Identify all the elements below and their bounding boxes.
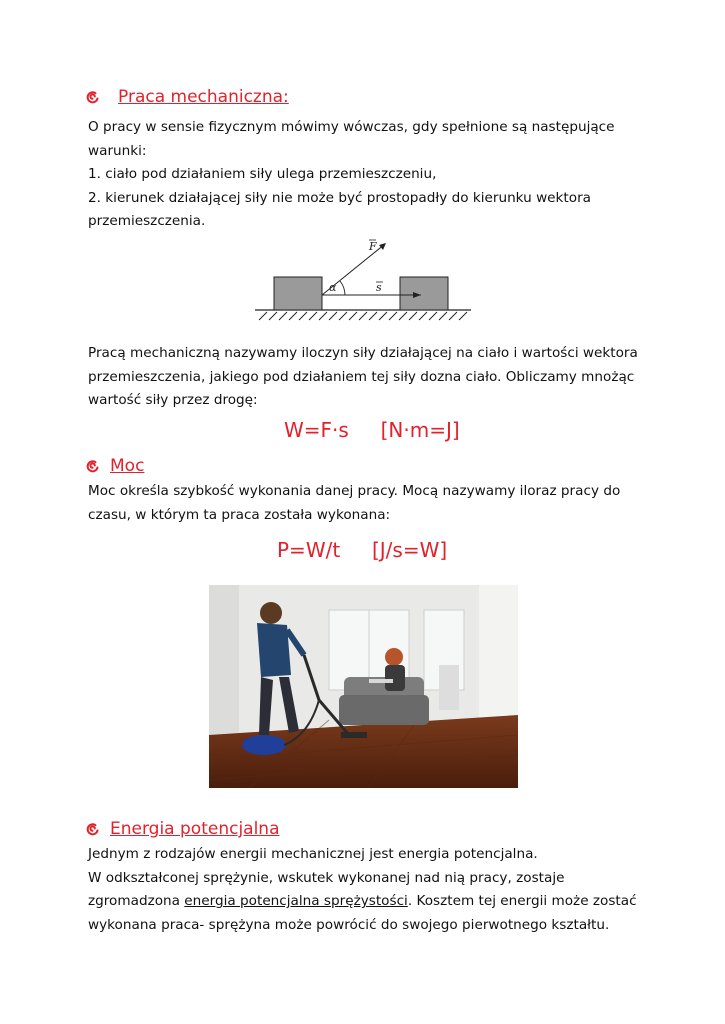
section-heading-energia: [86, 819, 280, 839]
work-formula: W=F·s [N·m=J]: [284, 418, 460, 442]
text-line: czasu, w którym ta praca została wykonana:: [88, 506, 391, 523]
block-end: [400, 277, 448, 310]
section-title: Praca mechaniczna:: [118, 87, 289, 107]
underlined-term: energia potencjalna sprężystości: [184, 893, 408, 909]
section-heading-moc: [86, 456, 144, 476]
spiral-bullet-icon: [86, 90, 100, 104]
text-line: O pracy w sensie fizycznym mówimy wówczas, gdy spełnione są następujące: [88, 119, 615, 135]
intro-paragraph: [88, 116, 648, 234]
text-line: warunki:: [88, 142, 147, 159]
text-prefix: zgromadzona: [88, 893, 185, 909]
definition-paragraph: [88, 342, 648, 413]
block-start: [274, 277, 322, 310]
text-line: wartość siły przez drogę:: [88, 392, 258, 408]
text-line: Jednym z rodzajów energii mechanicznej jest energia potencjalna.: [88, 846, 538, 862]
text-suffix: . Kosztem tej energii może zostać: [407, 893, 637, 909]
text-line: przemieszczenia.: [88, 213, 206, 229]
text-line: Moc określa szybkość wykonania danej pracy. Mocą nazywamy iloraz pracy do: [88, 483, 621, 499]
power-formula: P=W/t [J/s=W]: [277, 538, 448, 562]
force-label: F: [369, 240, 377, 253]
vacuuming-photo: [209, 585, 518, 788]
force-displacement-diagram: [255, 232, 471, 328]
text-line: [88, 890, 648, 914]
ground-hatching: [259, 312, 467, 320]
potential-energy-paragraph: [88, 843, 648, 937]
text-line: Pracą mechaniczną nazywamy iloczyn siły działającej na ciało i wartości wektora: [88, 345, 638, 361]
section-heading-praca: [86, 87, 289, 107]
power-paragraph: [88, 480, 648, 527]
angle-arc: [340, 281, 345, 295]
displacement-label: s: [376, 281, 382, 294]
angle-label: α: [329, 281, 337, 294]
text-line: 1. ciało pod działaniem siły ulega przemieszczeniu,: [88, 166, 437, 182]
text-line: wykonana praca- sprężyna może powrócić do swojego pierwotnego kształtu.: [88, 916, 610, 933]
section-title: Moc: [110, 456, 145, 476]
section-title: Energia potencjalna: [110, 819, 280, 839]
text-line: 2. kierunek działającej siły nie może być prostopadły do kierunku wektora: [88, 189, 591, 206]
spiral-bullet-icon: [86, 459, 100, 473]
text-line: W odkształconej sprężynie, wskutek wykonanej nad nią pracy, zostaje: [88, 869, 565, 886]
spiral-bullet-icon: [86, 822, 100, 836]
text-line: przemieszczenia, jakiego pod działaniem tej siły dozna ciało. Obliczamy mnożąc: [88, 368, 635, 385]
